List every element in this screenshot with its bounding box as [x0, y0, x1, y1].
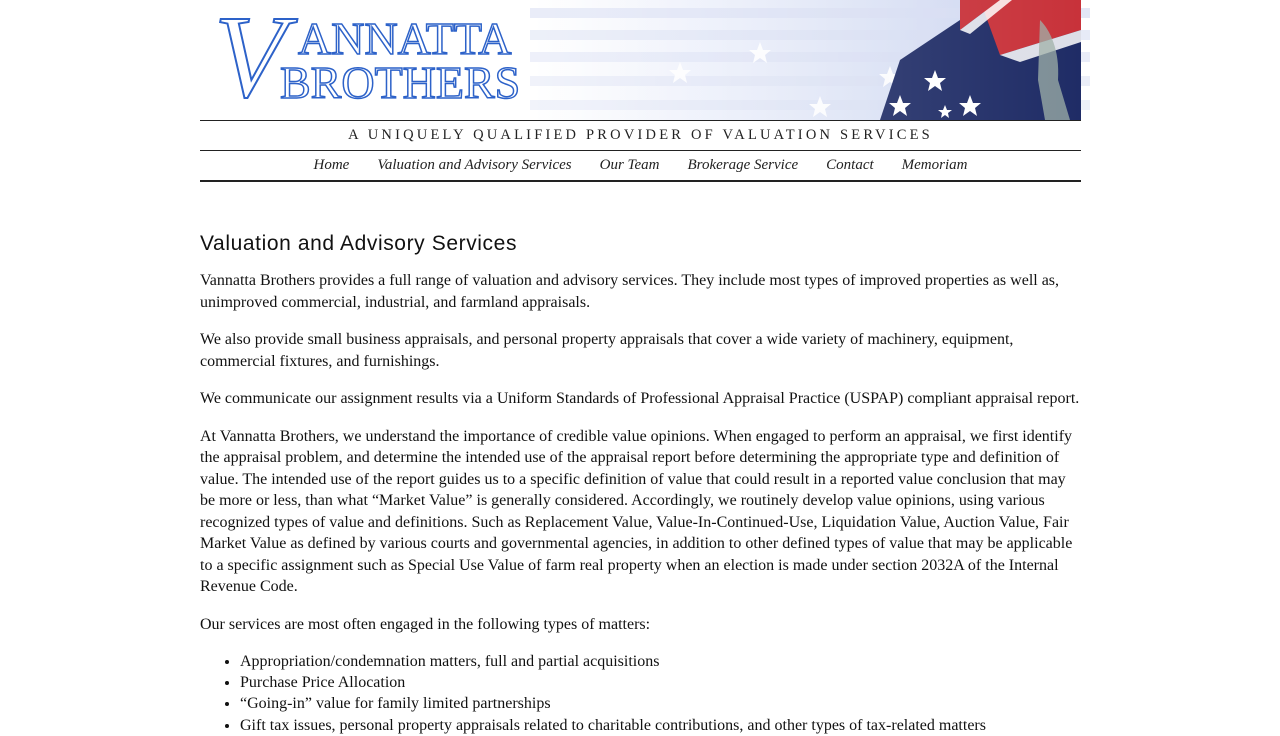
- page-title: Valuation and Advisory Services: [200, 232, 518, 255]
- nav-brokerage-service[interactable]: Brokerage Service: [687, 157, 799, 173]
- nav-valuation-and-advisory-services[interactable]: Valuation and Advisory Services: [377, 157, 572, 173]
- logo-letter-v: V: [214, 0, 283, 122]
- vannatta-brothers-logo[interactable]: [214, 0, 544, 122]
- uspap-paragraph: We communicate our assignment results via a Uniform Standards of Professional Appraisal Practice (USPAP) compliant appraisal report.: [200, 390, 1080, 407]
- logo-word-annatta: ANNATTA: [298, 13, 512, 64]
- business-appraisal-paragraph: We also provide small business appraisals, and personal property appraisals that cover a wide variety of machinery, equipment, commercial fixtures, and furnishings.: [200, 331, 1014, 370]
- page: [200, 0, 1081, 736]
- header-banner: [200, 0, 1081, 120]
- logo-word-brothers: BROTHERS: [280, 57, 521, 108]
- site-tagline: A UNIQUELY QUALIFIED PROVIDER OF VALUATION SERVICES: [348, 127, 933, 143]
- intro-paragraph: Vannatta Brothers provides a full range of valuation and advisory services. They include most types of improved properties as well as, unimproved commercial, industrial, and farmland appraisals.: [200, 272, 1060, 311]
- list-item: • “Going-in” value for family limited partnerships: [240, 693, 1081, 714]
- nav-home[interactable]: Home: [313, 157, 350, 173]
- list-item: • Gift tax issues, personal property appraisals related to charitable contributions, and other types of tax-related matters: [240, 715, 1081, 736]
- services-intro-paragraph: Our services are most often engaged in the following types of matters:: [200, 615, 651, 633]
- value-opinions-paragraph: At Vannatta Brothers, we understand the importance of credible value opinions. When engaged to perform an appraisal, we first identify the appraisal problem, and determine the intended use of the appraisal report before determining the appropriate type and definition of value. The intended use of the report guides us to a specific definition of value that could result in a reported value conclusion that may be more or less, than what “Market Value” is generally considered. Accordingly, we routinely develop value opinions, using various recognized types of value and definitions. Such as Replacement Value, Value-In-Continued-Use, Liquidation Value, Auction Value, Fair Market Value as defined by various courts and governmental agencies, in addition to other defined types of value that may be applicable to a specific assignment such as Special Use Value of farm real property when an election is made under section 2032A of the Internal Revenue Code.: [200, 427, 1073, 595]
- list-item: • Appropriation/condemnation matters, full and partial acquisitions: [240, 651, 1081, 672]
- nav-our-team[interactable]: Our Team: [599, 157, 660, 173]
- main-content: [200, 182, 1081, 736]
- nav-memoriam[interactable]: Memoriam: [901, 157, 968, 173]
- list-item: • Purchase Price Allocation: [240, 672, 1081, 693]
- nav-contact[interactable]: Contact: [826, 157, 874, 173]
- main-navigation: [200, 151, 1081, 180]
- services-list: [200, 651, 1081, 736]
